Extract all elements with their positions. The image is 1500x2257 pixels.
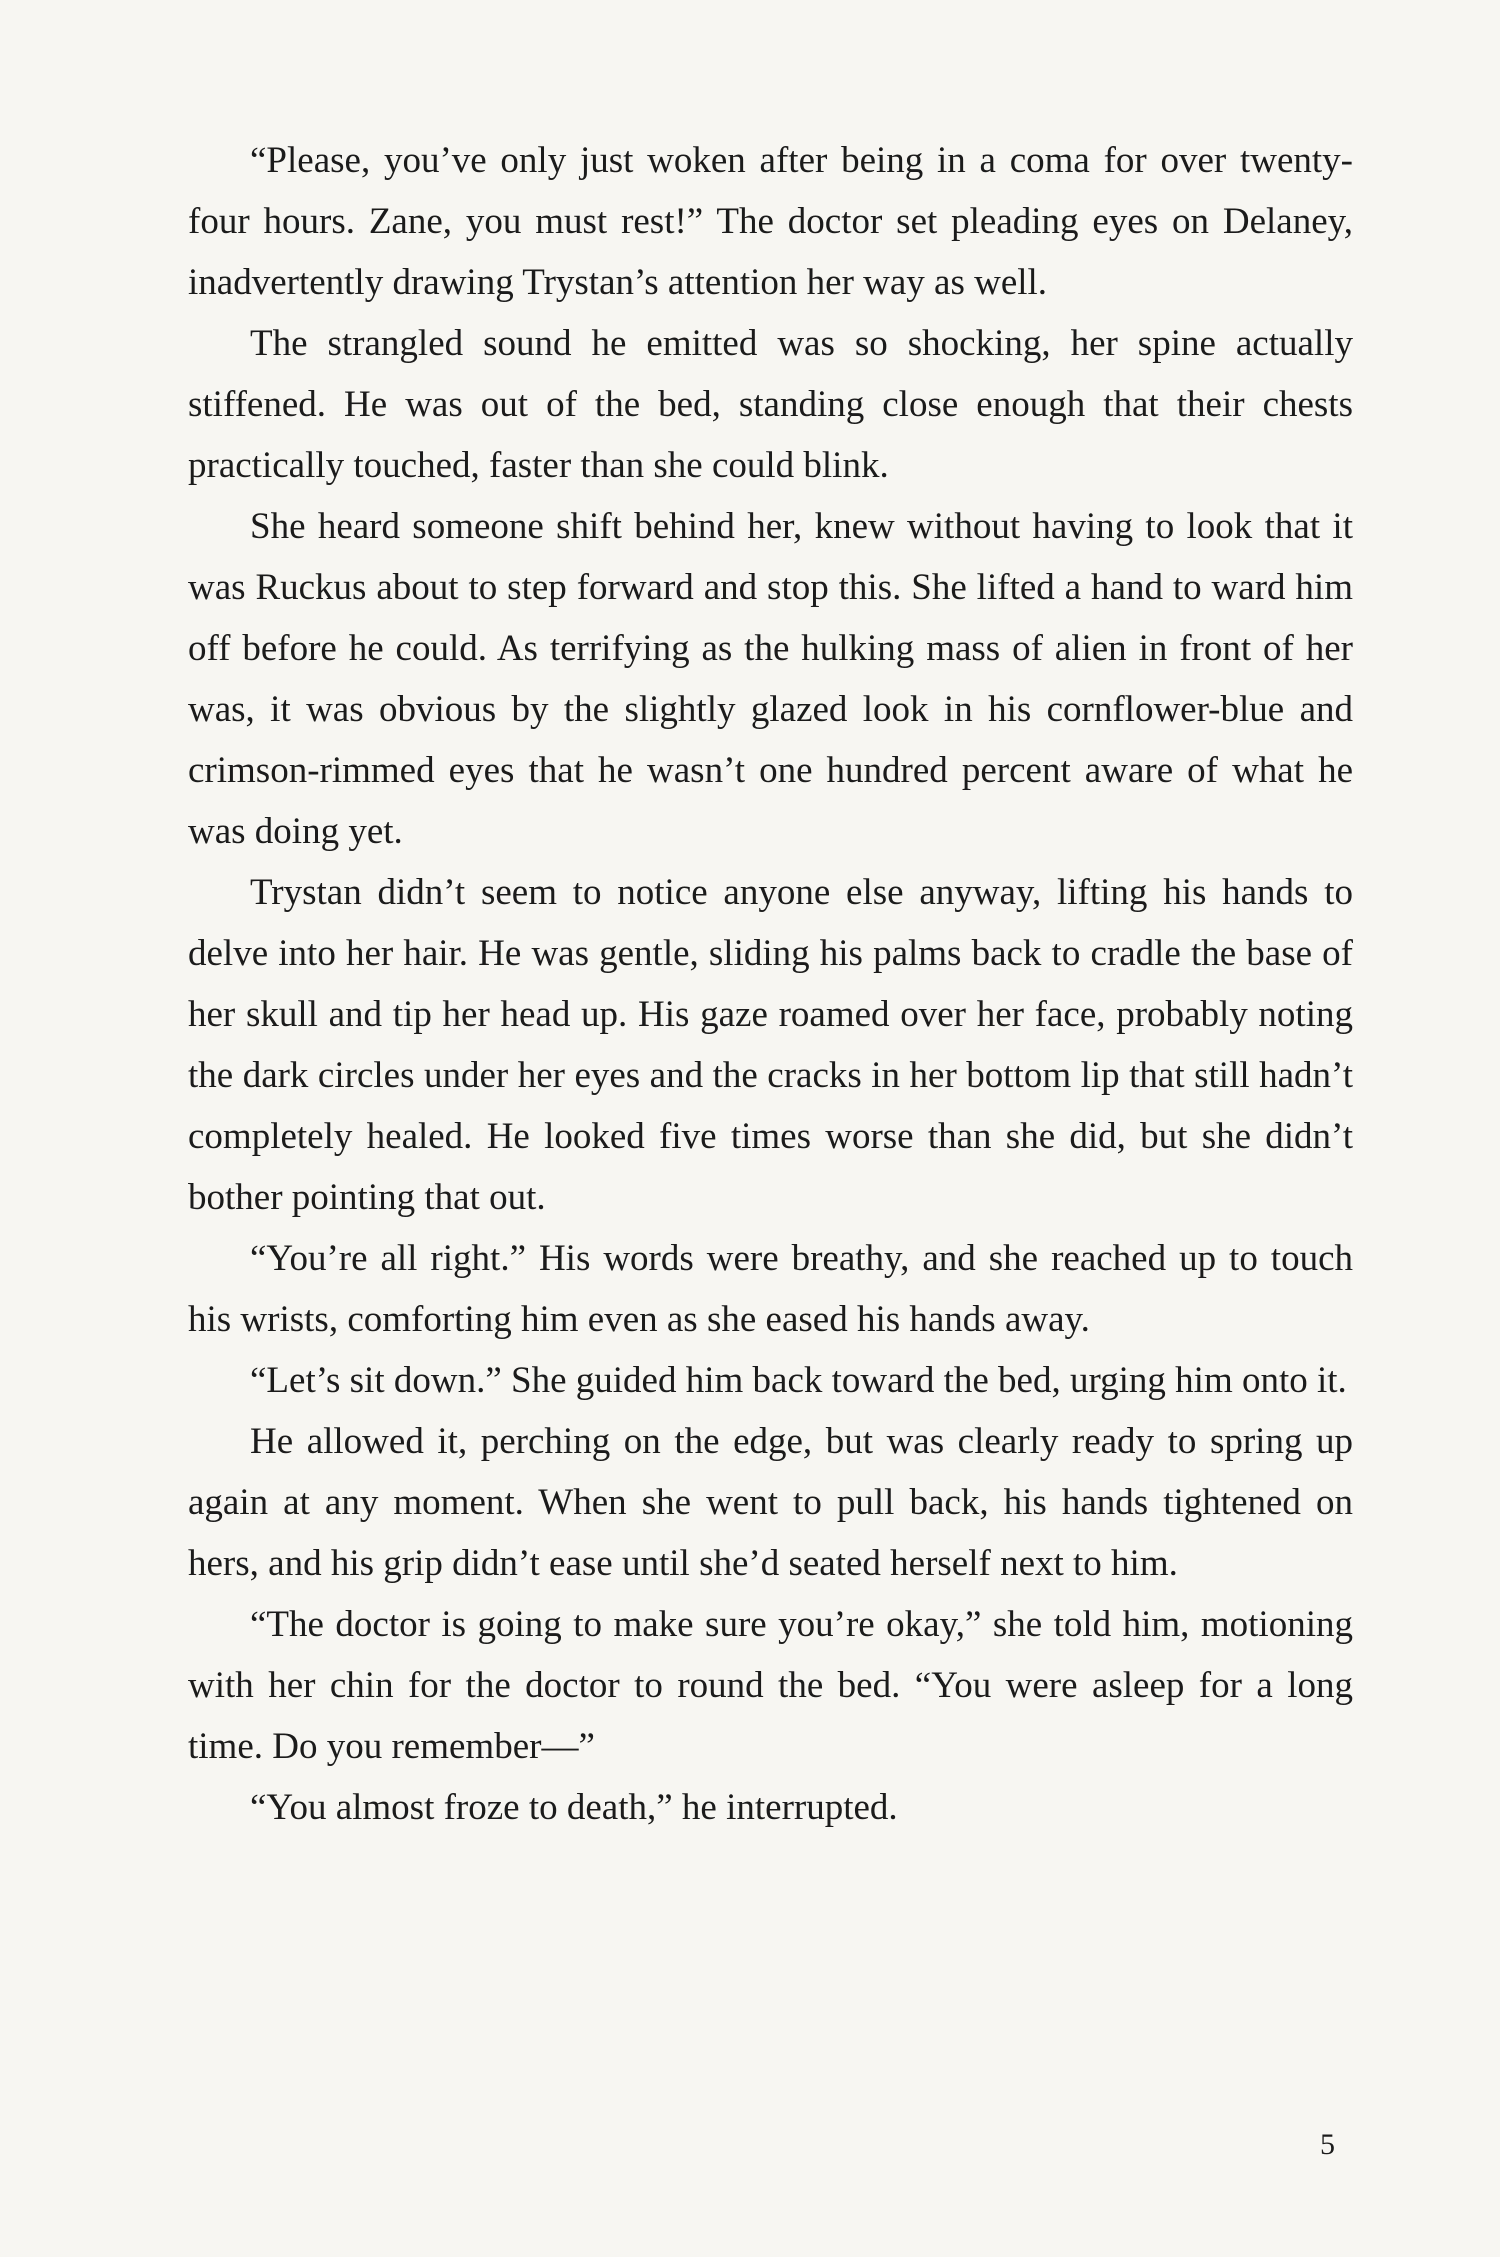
paragraph: She heard someone shift behind her, knew without having to look that it was Ruckus about to step forward and stop this. She lifted a hand to ward him off before he could. As terrifying as the hulking mass of alien in front of her was, it was obvious by the slightly glazed look in his cornflower-blue and crimson-rimmed eyes that he wasn’t one hundred percent aware of what he was doing yet. xyxy=(188,506,1353,852)
paragraph: “You almost froze to death,” he interrupted. xyxy=(250,1787,898,1828)
paragraph: “Let’s sit down.” She guided him back toward the bed, urging him onto it. xyxy=(250,1360,1347,1401)
paragraph: Trystan didn’t seem to notice anyone else anyway, lifting his hands to delve into her hair. He was gentle, sliding his palms back to cradle the base of her skull and tip her head up. His gaze roamed over her face, probably noting the dark circles under her eyes and the cracks in her bottom lip that still hadn’t completely healed. He looked five times worse than she did, but she didn’t bother pointing that out. xyxy=(188,872,1353,1218)
paragraph: “The doctor is going to make sure you’re okay,” she told him, motioning with her chin for the doctor to round the bed. “You were asleep for a long time. Do you remember—” xyxy=(188,1604,1353,1767)
paragraph: He allowed it, perching on the edge, but was clearly ready to spring up again at any moment. When she went to pull back, his hands tightened on hers, and his grip didn’t ease until she’d seated herself next to him. xyxy=(188,1421,1353,1584)
page-number: 5 xyxy=(1320,2128,1335,2161)
paragraph: “Please, you’ve only just woken after being in a coma for over twenty-four hours. Zane, you must rest!” The doctor set pleading eyes on Delaney, inadvertently drawing Trystan’s attention her way as well. xyxy=(188,140,1353,303)
paragraph: “You’re all right.” His words were breathy, and she reached up to touch his wrists, comforting him even as she eased his hands away. xyxy=(188,1238,1353,1340)
paragraph: The strangled sound he emitted was so shocking, her spine actually stiffened. He was out of the bed, standing close enough that their chests practically touched, faster than she could blink. xyxy=(188,323,1353,486)
body-text xyxy=(188,130,1353,1838)
